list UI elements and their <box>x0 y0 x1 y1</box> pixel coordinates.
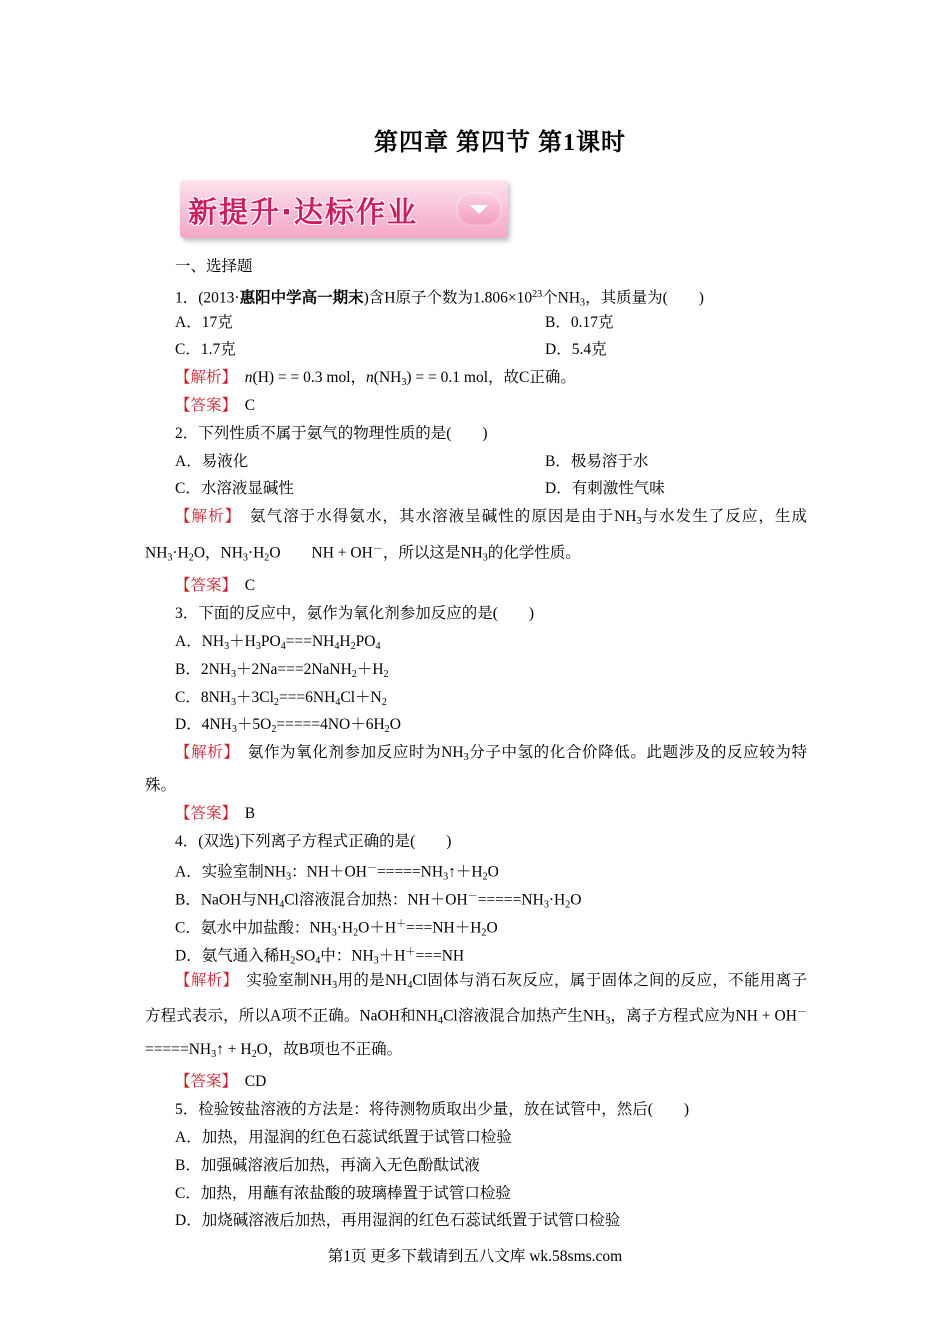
option-a: A．17克 <box>175 313 233 331</box>
section-heading: 一、选择题 <box>175 258 253 275</box>
option-d: D．加烧碱溶液后加热，再用湿润的红色石蕊试纸置于试管口检验 <box>175 1212 621 1230</box>
option-d: D．有刺激性气味 <box>545 480 665 498</box>
question-1-stem: 1．(2013·惠阳中学高一期末)含H原子个数为$1.806\times 10^{23}$个$NH_3$，其质量为( ) <box>175 288 704 309</box>
question-1-analysis: 【解析】 n(H) = = 0.3 mol，$n(NH_3)$ = = 0.1 mol，故C正确。 <box>175 369 576 389</box>
chevron-down-icon <box>456 192 502 226</box>
option-d: D．$4NH_3+5O_2=====4NO+6H_2O$ <box>175 716 401 736</box>
option-a: A．加热，用湿润的红色石蕊试纸置于试管口检验 <box>175 1129 512 1147</box>
question-1-answer: 【答案】 C <box>175 396 256 414</box>
option-b: B．极易溶于水 <box>545 452 649 470</box>
option-b: B．0.17克 <box>545 313 614 331</box>
question-2-options-row1 <box>145 448 807 476</box>
option-c: C．氨水中加盐酸：$NH_3\cdot H_2O+H^+===NH+H_2O$ <box>175 918 498 939</box>
question-3-stem: 3．下面的反应中，氨作为氧化剂参加反应的是( ) <box>175 605 535 623</box>
question-2-answer: 【答案】 C <box>175 577 256 595</box>
option-d: D．5.4克 <box>545 341 607 359</box>
banner-text: 新提升·达标作业 <box>188 195 419 229</box>
option-c: C．1.7克 <box>175 341 236 359</box>
question-2-stem: 2．下列性质不属于氨气的物理性质的是( ) <box>175 424 488 442</box>
option-b: B．NaOH与$NH_4Cl$溶液混合加热：$NH+OH^-=====NH_3\cdot H_2O$ <box>175 891 582 911</box>
question-3-analysis: 【解析】 氨作为氧化剂参加反应时为$NH_3$分子中氢的化合价降低。此题涉及的反应较为特殊。 <box>145 744 807 794</box>
option-c: C．$8NH_3+3Cl_2===6NH_4Cl+N_2$ <box>175 688 387 708</box>
question-3-answer: 【答案】 B <box>175 804 256 822</box>
question-content <box>145 253 807 1235</box>
question-5-stem: 5．检验铵盐溶液的方法是：将待测物质取出少量，放在试管中，然后( ) <box>175 1101 690 1119</box>
option-c: C．加热，用蘸有浓盐酸的玻璃棒置于试管口检验 <box>175 1184 511 1202</box>
question-4-analysis: 【解析】 实验室制$NH_3$用的是$NH_4Cl$固体与消石灰反应，属于固体之间的反应，不能用离子方程式表示，所以A项不正确。NaOH和$NH_4Cl$溶液混合加热产生$NH_3$，离子方程式应为NH + $OH^-=====NH_3↑ + H_2O$，故B项也不正确。 <box>145 971 807 1060</box>
option-a: A．$NH_3+H_3PO_4===NH_4H_2PO_4$ <box>175 632 381 652</box>
page-footer: 第1页 更多下载请到五八文库 wk.58sms.com <box>327 1248 623 1265</box>
option-b: B．加强碱溶液后加热，再滴入无色酚酞试液 <box>175 1156 480 1174</box>
section-banner <box>180 180 508 238</box>
option-a: A．易液化 <box>175 452 249 470</box>
question-1-options-row2 <box>145 336 807 364</box>
question-4-answer: 【答案】 CD <box>175 1073 267 1091</box>
page-title: 第四章 第四节 第1课时 <box>374 130 626 156</box>
question-2-options-row2 <box>145 475 807 503</box>
question-2-analysis: 【解析】 氨气溶于水得氨水，其水溶液呈碱性的原因是由于$NH_3$与水发生了反应，生成$NH_3\cdot H_2O$，$NH_3\cdot H_2O$ NH + OH－，所以这是$NH_3$的化学性质。 <box>145 508 807 564</box>
option-a: A．实验室制$NH_3$：$NH+OH^-=====NH_3↑+H_2O$ <box>175 863 499 883</box>
question-4-stem: 4．(双选)下列离子方程式正确的是( ) <box>175 832 452 850</box>
option-b: B．$2NH_3+2Na===2NaNH_2+H_2$ <box>175 660 389 680</box>
option-d: D．氨气通入稀$H_2SO_4$中：$NH_3+H^+===NH$ <box>175 946 465 967</box>
question-1-options-row1 <box>145 309 807 337</box>
option-c: C．水溶液显碱性 <box>175 480 294 498</box>
